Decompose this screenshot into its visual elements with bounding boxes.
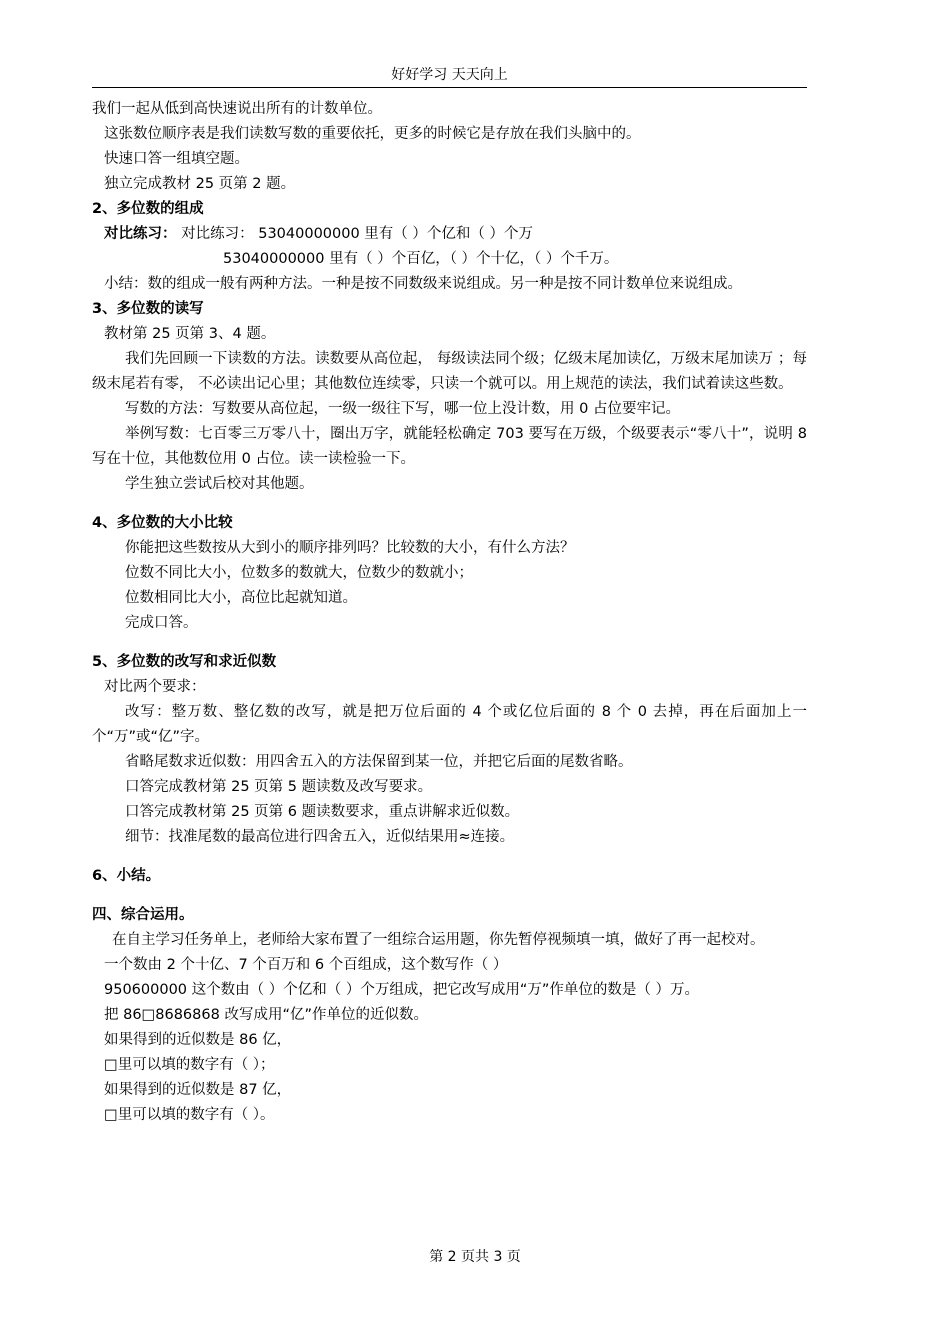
practice-line: [92, 222, 807, 247]
exercise-line: 950600000 这个数由（ ）个亿和（ ）个万组成，把它改写成用“万”作单位的数是（ ）万。: [104, 982, 699, 998]
section-heading: 5、多位数的改写和求近似数: [92, 654, 277, 670]
paragraph: 你能把这些数按从大到小的顺序排列吗？比较数的大小，有什么方法？: [125, 540, 575, 556]
paragraph: 教材第 25 页第 3、4 题。: [104, 326, 276, 342]
page-header: 好好学习 天天向上: [92, 66, 807, 88]
paragraph: 这张数位顺序表是我们读数写数的重要依托，更多的时候它是存放在我们头脑中的。: [104, 126, 641, 142]
paragraph: 口答完成教材第 25 页第 5 题读数及改写要求。: [125, 779, 433, 795]
paragraph: 小结：数的组成一般有两种方法。一种是按不同数级来说组成。另一种是按不同计数单位来说组成。: [104, 276, 742, 292]
paragraph: 独立完成教材 25 页第 2 题。: [104, 176, 296, 192]
paragraph: 位数不同比大小，位数多的数就大，位数少的数就小；: [125, 565, 473, 581]
exercise-line: 把 86□8686868 改写成用“亿”作单位的近似数。: [104, 1007, 428, 1023]
practice-text: 对比练习： 53040000000 里有（ ）个亿和（ ）个万: [176, 226, 534, 242]
section-heading: 4、多位数的大小比较: [92, 515, 233, 531]
paragraph: 省略尾数求近似数：用四舍五入的方法保留到某一位，并把它后面的尾数省略。: [125, 754, 633, 770]
practice-label: 对比练习：: [104, 226, 177, 242]
page-footer: 第 2 页共 3 页: [429, 1249, 521, 1265]
paragraph: 举例写数：七百零三万零八十，圈出万字，就能轻松确定 703 要写在万级，个级要表示“零八十”，说明 8 写在十位，其他数位用 0 占位。读一读检验一下。: [92, 426, 807, 467]
exercise-line: 如果得到的近似数是 87 亿，: [104, 1082, 292, 1098]
paragraph: 写数的方法：写数要从高位起，一级一级往下写，哪一位上没计数，用 0 占位要牢记。: [125, 401, 680, 417]
section-heading: 2、多位数的组成: [92, 201, 204, 217]
exercise-line: □里可以填的数字有（ ）；: [104, 1057, 275, 1073]
paragraph: 完成口答。: [125, 615, 198, 631]
paragraph: 快速口答一组填空题。: [104, 151, 249, 167]
paragraph: 对比两个要求：: [104, 679, 206, 695]
paragraph: 在自主学习任务单上，老师给大家布置了一组综合运用题，你先暂停视频填一填，做好了再一起校对。: [112, 932, 765, 948]
paragraph: 位数相同比大小，高位比起就知道。: [125, 590, 357, 606]
paragraph: 细节：找准尾数的最高位进行四舍五入，近似结果用≈连接。: [125, 829, 515, 845]
paragraph: 学生独立尝试后校对其他题。: [125, 476, 314, 492]
exercise-line: □里可以填的数字有（ ）。: [104, 1107, 275, 1123]
exercise-line: 如果得到的近似数是 86 亿，: [104, 1032, 292, 1048]
paragraph: 我们一起从低到高快速说出所有的计数单位。: [92, 101, 382, 117]
page-body: [92, 97, 807, 1128]
paragraph: 口答完成教材第 25 页第 6 题读数要求，重点讲解求近似数。: [125, 804, 520, 820]
section-heading: 四、综合运用。: [92, 907, 194, 923]
section-heading: 3、多位数的读写: [92, 301, 204, 317]
practice-line: 53040000000 里有（ ）个百亿，（ ）个十亿，（ ）个千万。: [223, 251, 619, 267]
paragraph: 我们先回顾一下读数的方法。读数要从高位起， 每级读法同个级；亿级末尾加读亿，万级末尾加读万 ；每级末尾若有零， 不必读出记心里；其他数位连续零，只读一个就可以。用上规范的读法，我们试着读这些数。: [92, 351, 807, 392]
paragraph: 改写：整万数、整亿数的改写，就是把万位后面的 4 个或亿位后面的 8 个 0 去掉，再在后面加上一个“万”或“亿”字。: [92, 704, 807, 745]
exercise-line: 一个数由 2 个十亿、7 个百万和 6 个百组成，这个数写作（ ）: [104, 957, 508, 973]
section-heading: 6、小结。: [92, 868, 161, 884]
